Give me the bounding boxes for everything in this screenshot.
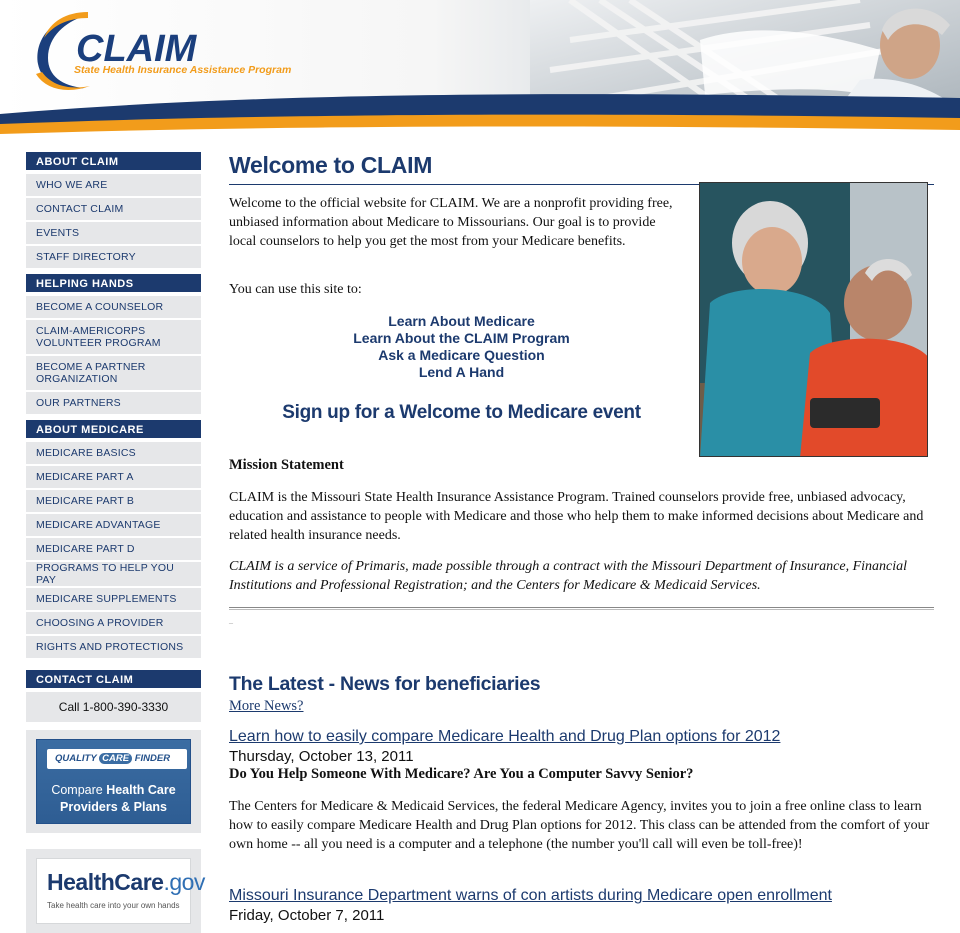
sidebar-heading-contact-claim: CONTACT CLAIM [26,670,201,690]
mission-statement: CLAIM is the Missouri State Health Insurance Assistance Program. Trained counselors provide free, unbiased advocacy, education and assistance to people with Medicare and those who help them to make informed decisions about Medicare and related health insurance needs. [229,490,924,543]
link-learn-about-medicare[interactable]: Learn About Medicare [388,313,535,329]
link-learn-about-claim[interactable]: Learn About the CLAIM Program [353,330,570,346]
sidebar-item-medicare-advantage[interactable]: MEDICARE ADVANTAGE [26,514,201,536]
signup-event-link[interactable]: Sign up for a Welcome to Medicare event [282,402,641,423]
link-ask-question[interactable]: Ask a Medicare Question [378,347,545,363]
news-item-date: Thursday, October 13, 2011 [229,748,414,765]
qcf-line1-pre: Compare [51,783,107,797]
sidebar-item-who-we-are[interactable]: WHO WE ARE [26,174,201,196]
quality-care-finder-badge [47,749,187,769]
news-item-title[interactable]: Learn how to easily compare Medicare Health and Drug Plan options for 2012 [229,728,781,745]
sidebar-item-contact-claim[interactable]: CONTACT CLAIM [26,198,201,220]
sidebar-item-americorps[interactable]: CLAIM-AMERICORPS VOLUNTEER PROGRAM [26,320,201,354]
badge-quality: QUALITY [55,753,97,764]
badge-finder: FINDER [134,753,171,764]
seniors-photo [699,182,928,457]
healthcare-gov-tagline: Take health care into your own hands [47,901,180,910]
sidebar-item-medicare-part-a[interactable]: MEDICARE PART A [26,466,201,488]
news-item-body: The Centers for Medicare & Medicaid Services, the federal Medicare Agency, invites you to join a free online class to learn how to easily compare Medicare Health and Drug Plan options for 2012. This class can be attended from the comfort of your own home -- all you need is a computer and a telephone (the number you'll call will even be toll-free)! [229,799,930,852]
seniors-photo-art [700,183,928,457]
sidebar-heading-about-medicare: ABOUT MEDICARE [26,420,201,440]
qcf-line2: Providers & Plans [60,800,167,814]
healthcare-gov-logo [47,869,205,896]
tiny-mark: _ [229,616,233,625]
logo-wordmark: CLAIM [76,28,197,70]
hcg-gov: .gov [163,869,205,895]
sidebar-item-events[interactable]: EVENTS [26,222,201,244]
news-heading: The Latest - News for beneficiaries [229,673,541,695]
qcf-line1-bold: Health Care [106,783,176,797]
hcg-main: HealthCare [47,869,164,895]
sidebar-item-medicare-supplements[interactable]: MEDICARE SUPPLEMENTS [26,588,201,610]
sidebar-item-become-partner[interactable]: BECOME A PARTNER ORGANIZATION [26,356,201,390]
badge-care: CARE [99,753,132,764]
sidebar-item-medicare-part-d[interactable]: MEDICARE PART D [26,538,201,560]
page-title: Welcome to CLAIM [229,150,934,185]
sidebar-item-staff-directory[interactable]: STAFF DIRECTORY [26,246,201,268]
news-item [229,887,934,924]
news-item-title[interactable]: Missouri Insurance Department warns of con artists during Medicare open enrollment [229,887,832,904]
sidebar-heading-helping-hands: HELPING HANDS [26,274,201,294]
sidebar-item-become-counselor[interactable]: BECOME A COUNSELOR [26,296,201,318]
service-statement: CLAIM is a service of Primaris, made possible through a contract with the Missouri Department of Insurance, Financial Institutions and Professional Registration; and the Centers for Medicare & Medicaid Services. [229,559,908,593]
news-item-subtitle: Do You Help Someone With Medicare? Are You a Computer Savvy Senior? [229,766,694,782]
sidebar-item-medicare-part-b[interactable]: MEDICARE PART B [26,490,201,512]
main-content [229,150,934,924]
claim-logo[interactable] [32,10,302,94]
sidebar-heading-about-claim: ABOUT CLAIM [26,152,201,172]
healthcare-gov-banner[interactable] [36,858,205,924]
more-news-link[interactable]: More News? [229,698,304,714]
quick-links [229,313,694,381]
sidebar-item-programs-to-help-pay[interactable]: PROGRAMS TO HELP YOU PAY [26,562,201,586]
sidebar-item-medicare-basics[interactable]: MEDICARE BASICS [26,442,201,464]
logo-tagline: State Health Insurance Assistance Program [74,64,292,76]
news-item [229,728,934,854]
sidebar-item-our-partners[interactable]: OUR PARTNERS [26,392,201,414]
sidebar [26,152,205,933]
use-site-lead: You can use this site to: [229,282,362,297]
mission-heading: Mission Statement [229,457,344,473]
phone-number: Call 1-800-390-3330 [26,692,201,722]
quality-care-finder-banner[interactable] [36,739,191,824]
sidebar-item-choosing-provider[interactable]: CHOOSING A PROVIDER [26,612,201,634]
news-item-date: Friday, October 7, 2011 [229,907,385,924]
intro-paragraph: Welcome to the official website for CLAIM. We are a nonprofit providing free, unbiased information about Medicare to Missourians. Our goal is to provide local counselors to help you get the most from your Medicare benefits. [229,196,673,249]
healthcare-gov-promo[interactable] [26,849,205,933]
link-lend-a-hand[interactable]: Lend A Hand [418,364,505,380]
header-wave [0,92,960,136]
sidebar-item-rights-protections[interactable]: RIGHTS AND PROTECTIONS [26,636,201,658]
site-header [0,0,960,136]
section-divider [229,607,934,610]
quality-care-finder-promo[interactable] [26,730,201,833]
qcf-line1 [37,783,190,797]
